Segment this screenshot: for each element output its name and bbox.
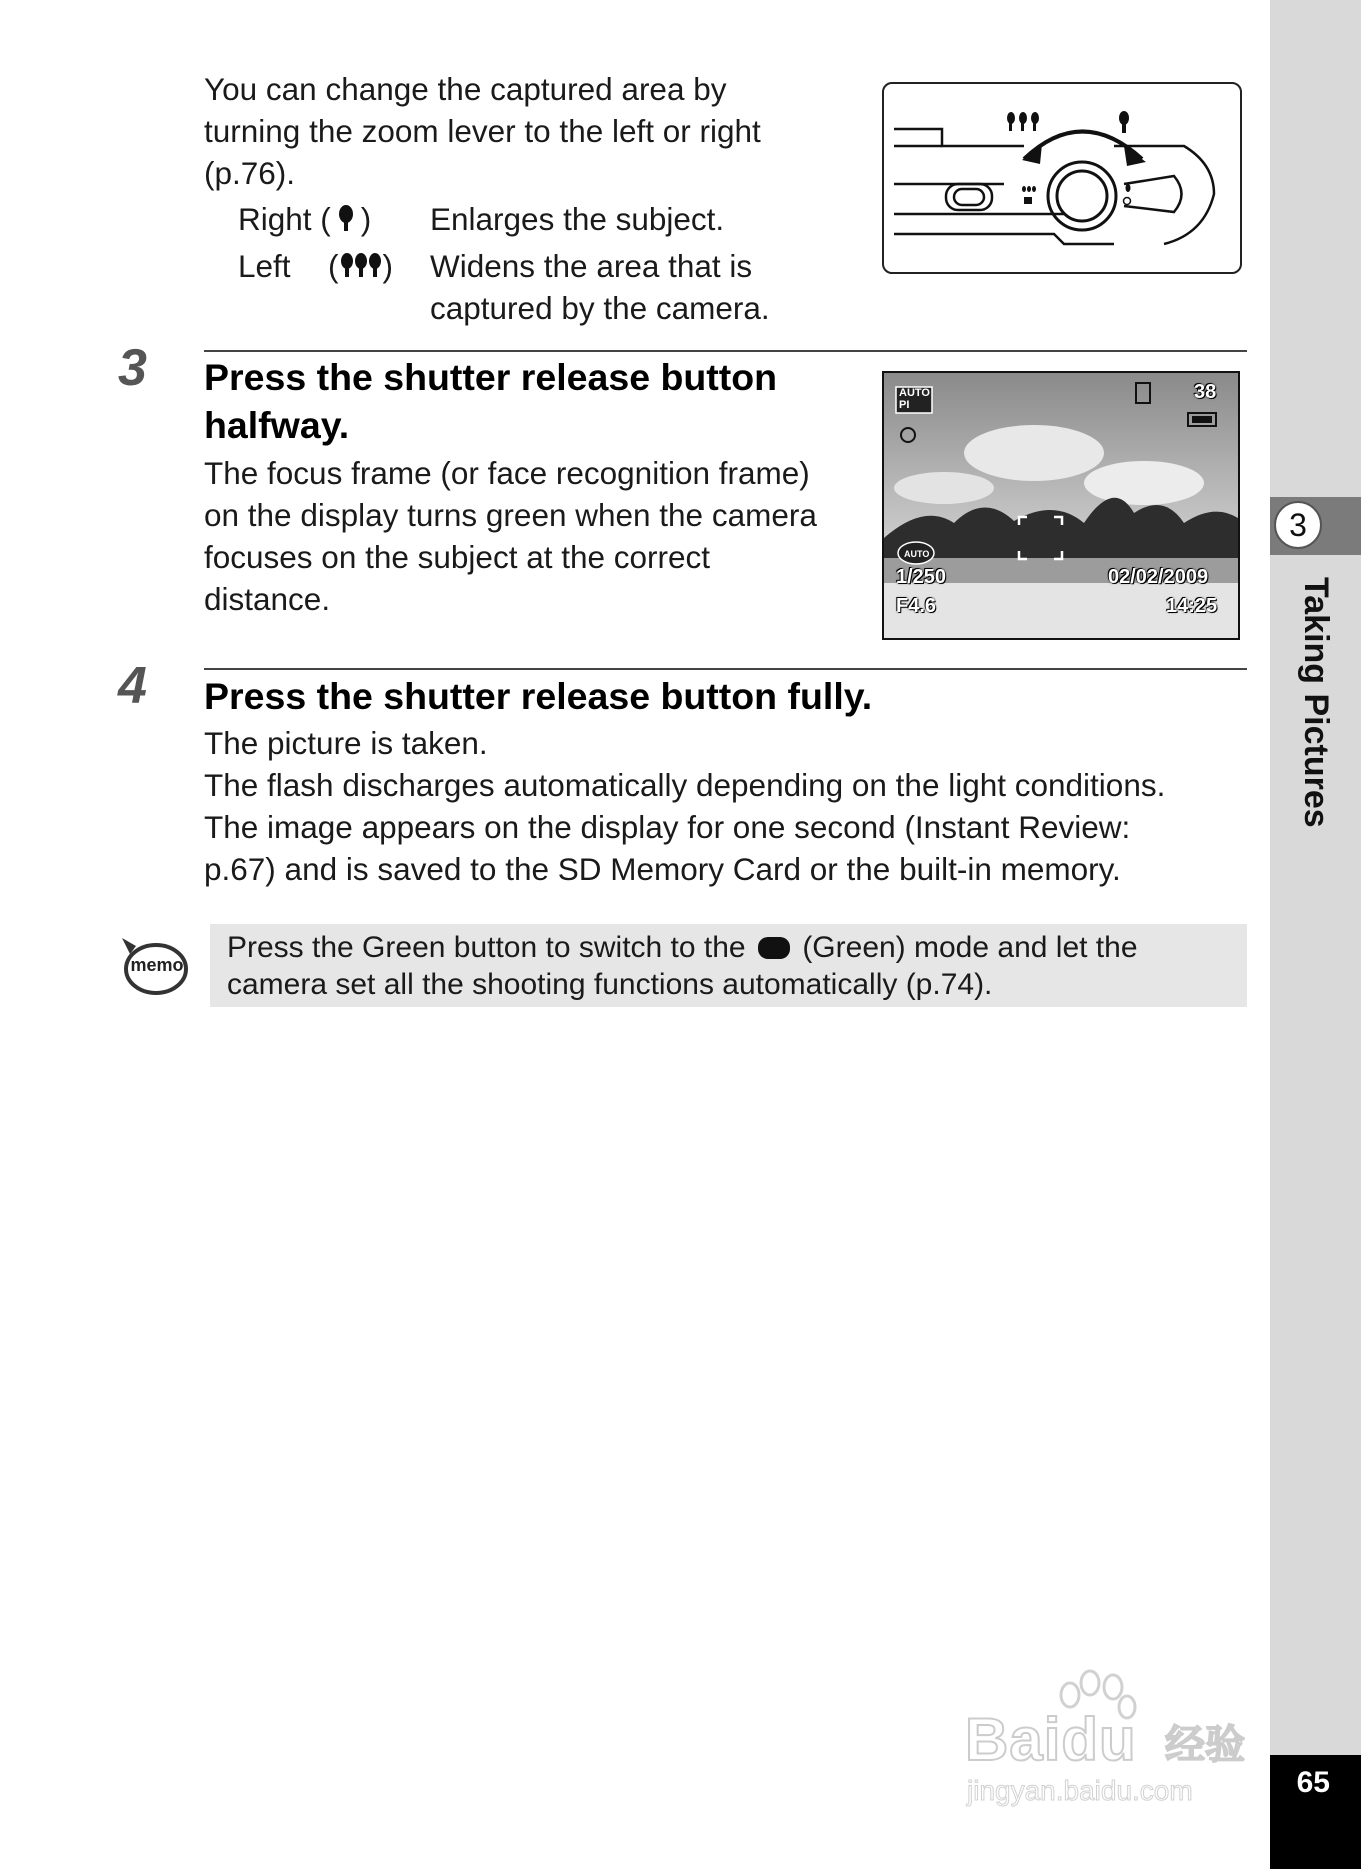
tele-icon bbox=[1119, 111, 1129, 133]
chapter-title: Taking Pictures bbox=[1297, 577, 1335, 828]
step4-number: 4 bbox=[118, 657, 147, 715]
step3-heading-2: halfway. bbox=[204, 404, 350, 446]
zoom-right-label: Right ( ) bbox=[238, 201, 372, 237]
step3-divider bbox=[204, 350, 1247, 352]
watermark-cn: 经验 bbox=[1165, 1723, 1245, 1767]
watermark-brand2: du bbox=[1061, 1706, 1137, 1773]
lcd-date: 02/02/2009 bbox=[1108, 566, 1209, 588]
baidu-watermark bbox=[965, 1665, 1265, 1815]
lcd-shots-remaining: 38 bbox=[1194, 381, 1217, 403]
lcd-aperture: F4.6 bbox=[896, 595, 937, 617]
zoom-left-icon-group: ( ) bbox=[328, 248, 393, 284]
zoom-left-effect-2: captured by the camera. bbox=[430, 290, 770, 326]
step4-body-1: The picture is taken. bbox=[204, 725, 488, 761]
camera-top-drawing bbox=[884, 84, 1240, 272]
memo-text bbox=[227, 929, 1237, 1003]
step3-body-1: The focus frame (or face recognition frame) bbox=[204, 455, 810, 491]
intro-line-3: (p.76). bbox=[204, 155, 296, 191]
memo-line1-after: (Green) mode and let the bbox=[802, 931, 1138, 964]
lcd-shake-auto: AUTO bbox=[904, 549, 930, 559]
watermark-url: jingyan.baidu.com bbox=[967, 1775, 1193, 1806]
step4-divider bbox=[204, 668, 1247, 670]
wide-icon bbox=[339, 252, 383, 280]
memo-icon: memo bbox=[116, 934, 188, 998]
step3-number: 3 bbox=[118, 339, 147, 397]
chapter-number: 3 bbox=[1274, 501, 1322, 549]
intro-line-2: turning the zoom lever to the left or right bbox=[204, 113, 761, 149]
zoom-right-effect: Enlarges the subject. bbox=[430, 201, 725, 237]
step3-body-3: focuses on the subject at the correct bbox=[204, 539, 711, 575]
zoom-left-direction: Left bbox=[238, 248, 291, 284]
step4-body-2: The flash discharges automatically depending on the light conditions. bbox=[204, 767, 1166, 803]
lcd-mode-auto: AUTO bbox=[899, 387, 930, 399]
lcd-preview bbox=[882, 371, 1240, 640]
intro-line-1: You can change the captured area by bbox=[204, 71, 727, 107]
memo-line1-before: Press the Green button to switch to the bbox=[227, 931, 746, 964]
zoom-left-effect-1: Widens the area that is bbox=[430, 248, 753, 284]
green-mode-icon bbox=[758, 937, 790, 959]
watermark-brand: Bai bbox=[965, 1706, 1062, 1773]
wide-icon bbox=[1007, 112, 1039, 131]
memo-line2: camera set all the shooting functions automatically (p.74). bbox=[227, 968, 993, 1001]
lcd-mode-pi: PI bbox=[899, 399, 910, 411]
step3-body-4: distance. bbox=[204, 581, 331, 617]
tele-icon bbox=[337, 205, 355, 233]
step4-body-4: p.67) and is saved to the SD Memory Card or the built-in memory. bbox=[204, 851, 1121, 887]
lcd-time: 14:25 bbox=[1166, 595, 1218, 617]
step3-body-2: on the display turns green when the camera bbox=[204, 497, 817, 533]
step4-heading: Press the shutter release button fully. bbox=[204, 675, 873, 717]
step4-body-3: The image appears on the display for one second (Instant Review: bbox=[204, 809, 1131, 845]
zoom-lever-illustration bbox=[882, 82, 1242, 274]
step3-heading-1: Press the shutter release button bbox=[204, 356, 778, 398]
lcd-shutter-speed: 1/250 bbox=[896, 566, 947, 588]
chapter-sidebar bbox=[1270, 0, 1361, 1869]
page-number: 65 bbox=[1296, 1766, 1330, 1799]
